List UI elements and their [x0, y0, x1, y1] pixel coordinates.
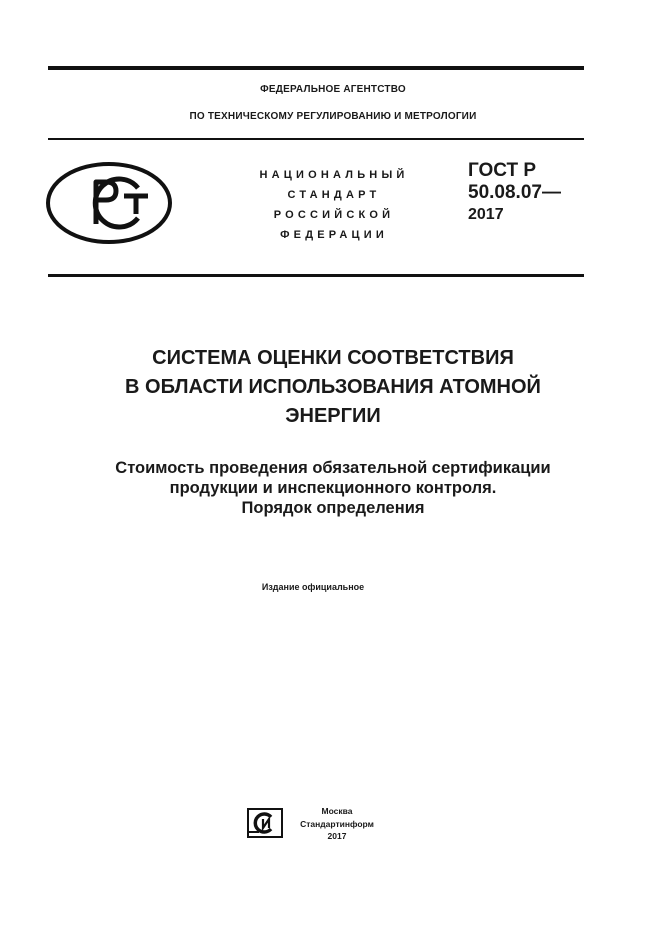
gost-year: 2017	[468, 206, 504, 223]
gost-code-line-2: 50.08.07—	[468, 182, 561, 203]
gost-designation	[468, 160, 561, 226]
top-rule	[48, 66, 584, 70]
publisher-name: Стандартинформ	[300, 818, 374, 829]
standard-type-line: СТАНДАРТ	[287, 189, 381, 201]
publisher-city: Москва	[321, 806, 353, 816]
title-line: В ОБЛАСТИ ИСПОЛЬЗОВАНИЯ АТОМНОЙ	[125, 376, 541, 398]
title-line: СИСТЕМА ОЦЕНКИ СООТВЕТСТВИЯ	[152, 347, 514, 369]
title-line: ЭНЕРГИИ	[285, 405, 381, 427]
subtitle-line: Стоимость проведения обязательной сертификации	[115, 459, 551, 477]
middle-rule	[48, 138, 584, 140]
subtitle-line: Порядок определения	[241, 499, 425, 517]
agency-line-1: ФЕДЕРАЛЬНОЕ АГЕНТСТВО	[260, 84, 406, 95]
standard-type-line: ФЕДЕРАЦИИ	[280, 229, 388, 241]
publisher-block	[296, 805, 378, 843]
edition-note: Издание официальное	[261, 582, 365, 592]
standard-type-line: НАЦИОНАЛЬНЫЙ	[259, 169, 409, 181]
document-subtitle	[48, 458, 618, 518]
standard-type-line: РОССИЙСКОЙ	[273, 209, 395, 221]
bottom-rule	[48, 274, 584, 277]
publisher-year: 2017	[327, 831, 347, 841]
gost-code-line-1: ГОСТ Р	[468, 160, 537, 181]
agency-line-2: ПО ТЕХНИЧЕСКОМУ РЕГУЛИРОВАНИЮ И МЕТРОЛОГИИ	[189, 111, 477, 122]
standard-type	[244, 165, 424, 245]
subtitle-line: продукции и инспекционного контроля.	[169, 479, 497, 497]
rst-certification-mark-icon	[44, 160, 174, 246]
document-title	[48, 344, 618, 431]
standartinform-logo-icon	[247, 808, 283, 838]
